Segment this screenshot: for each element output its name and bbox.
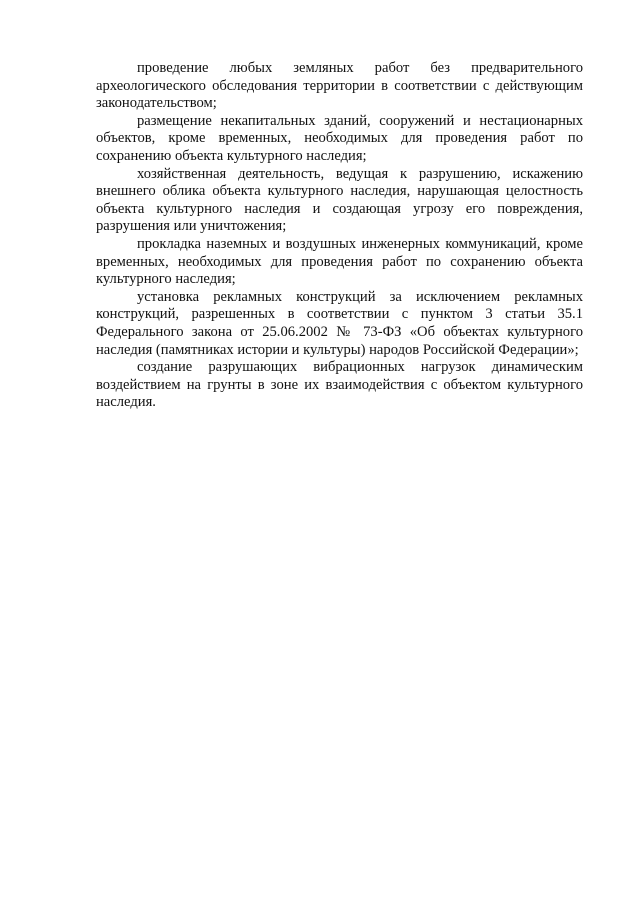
paragraph-vibration-loads: создание разрушающих вибрационных нагрузок динамическим воздействием на грунты в зоне их взаимодействия с объектом культурного наследия.	[96, 359, 583, 411]
paragraph-advertising: установка рекламных конструкций за исключением рекламных конструкций, разрешенных в соответствии с пунктом 3 статьи 35.1 Федерального закона от 25.06.2002 № 73-ФЗ «Об объектах культурного наследия (памятниках истории и культуры) народов Российской Федерации»;	[96, 288, 583, 358]
paragraph-utilities: прокладка наземных и воздушных инженерных коммуникаций, кроме временных, необходимых для проведения работ по сохранению объекта культурного наследия;	[96, 235, 583, 288]
paragraph-temporary-structures: размещение некапитальных зданий, сооружений и нестационарных объектов, кроме временных, необходимых для проведения работ по сохранению объекта культурного наследия;	[96, 112, 583, 164]
document-body	[96, 60, 583, 412]
paragraph-earthworks: проведение любых земляных работ без предварительного археологического обследования территории в соответствии с действующим законодательством;	[96, 60, 583, 112]
paragraph-economic-activity: хозяйственная деятельность, ведущая к разрушению, искажению внешнего облика объекта культурного наследия, нарушающая целостность объекта культурного наследия и создающая угрозу его повреждения, разрушения или уничтожения;	[96, 165, 583, 235]
